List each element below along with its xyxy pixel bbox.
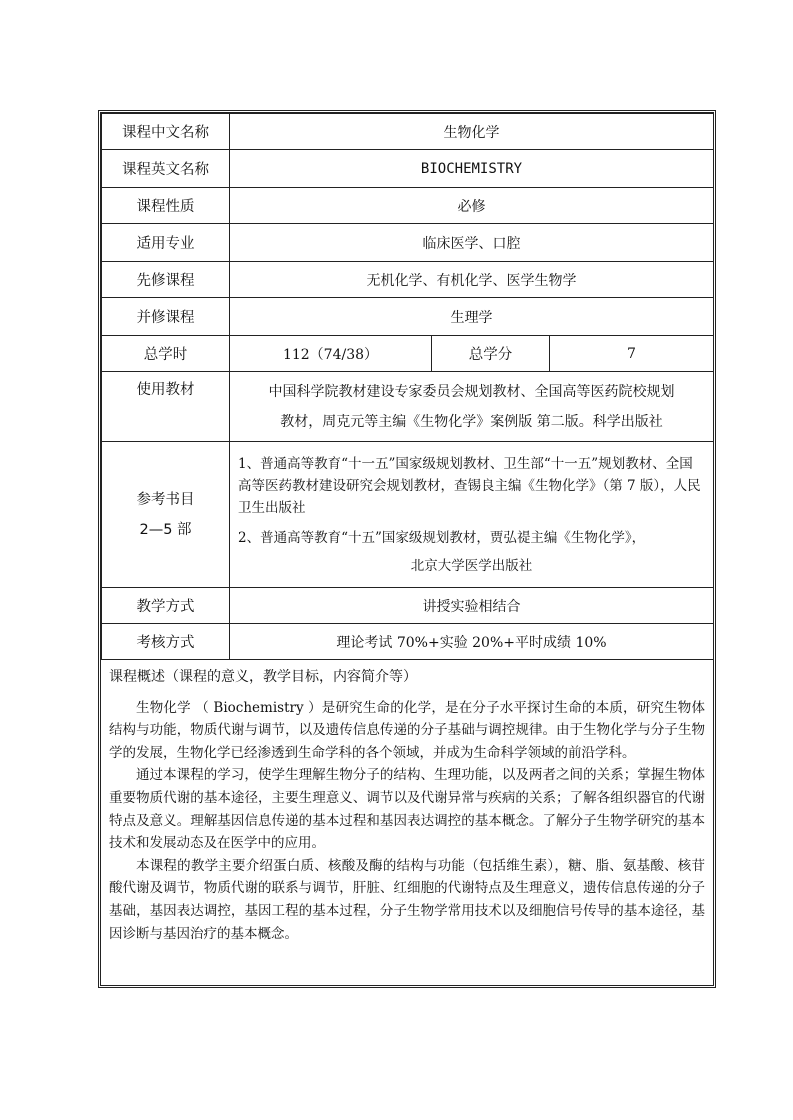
method-label: 教学方式 bbox=[102, 588, 230, 624]
refs-value bbox=[230, 442, 714, 588]
nature-value: 必修 bbox=[230, 188, 714, 224]
cn-name-label: 课程中文名称 bbox=[102, 114, 230, 150]
major-label: 适用专业 bbox=[102, 224, 230, 262]
row-prereq bbox=[102, 262, 714, 298]
row-coreq bbox=[102, 298, 714, 336]
textbook-value bbox=[230, 372, 714, 442]
course-syllabus-sheet bbox=[98, 110, 716, 988]
nature-label: 课程性质 bbox=[102, 188, 230, 224]
row-nature bbox=[102, 188, 714, 224]
refs-label-count: 2—5 部 bbox=[139, 521, 192, 538]
row-cn-name bbox=[102, 114, 714, 150]
course-overview bbox=[101, 660, 713, 945]
hours-label: 总学时 bbox=[102, 336, 230, 372]
row-en-name bbox=[102, 150, 714, 188]
refs-label-title: 参考书目 bbox=[136, 491, 195, 508]
ref-item-2: 2、普通高等教育“十五”国家级规划教材，贾弘禔主编《生物化学》， bbox=[238, 529, 646, 546]
credits-value: 7 bbox=[550, 336, 714, 372]
en-name-label: 课程英文名称 bbox=[102, 150, 230, 188]
course-info-table bbox=[101, 113, 714, 660]
row-hours bbox=[102, 336, 714, 372]
prereq-label: 先修课程 bbox=[102, 262, 230, 298]
major-value: 临床医学、口腔 bbox=[230, 224, 714, 262]
coreq-label: 并修课程 bbox=[102, 298, 230, 336]
row-method bbox=[102, 588, 714, 624]
refs-label bbox=[102, 442, 230, 588]
row-assessment bbox=[102, 624, 714, 660]
assess-value: 理论考试 70%+实验 20%+平时成绩 10% bbox=[230, 624, 714, 660]
overview-paragraph-1: 生物化学 （ Biochemistry ）是研究生命的化学，是在分子水平探讨生命的本质，研究生物体结构与功能，物质代谢与调节，以及遗传信息传递的分子基础与调控规律。由于生物化学与分子生物学的发展，生物化学已经渗透到生命学科的各个领域，并成为生命科学领域的前沿学科。 bbox=[109, 699, 705, 761]
row-textbook bbox=[102, 372, 714, 442]
cn-name-value: 生物化学 bbox=[230, 114, 714, 150]
ref-item-1: 1、普通高等教育“十一五”国家级规划教材、卫生部“十一五”规划教材、全国高等医药教材建设研究会规划教材，查锡良主编《生物化学》（第 7 版），人民卫生出版社 bbox=[238, 455, 701, 516]
textbook-label: 使用教材 bbox=[102, 372, 230, 442]
textbook-line-2: 教材，周克元等主编《生物化学》案例版 第二版。科学出版社 bbox=[280, 413, 663, 430]
row-references bbox=[102, 442, 714, 588]
assess-label: 考核方式 bbox=[102, 624, 230, 660]
row-major bbox=[102, 224, 714, 262]
credits-label: 总学分 bbox=[432, 336, 550, 372]
overview-heading: 课程概述（课程的意义，教学目标，内容简介等） bbox=[109, 669, 417, 685]
method-value: 讲授实验相结合 bbox=[230, 588, 714, 624]
ref-item-2-publisher: 北京大学医学出版社 bbox=[410, 557, 533, 574]
hours-value: 112（74/38） bbox=[230, 336, 432, 372]
overview-paragraph-2: 通过本课程的学习，使学生理解生物分子的结构、生理功能，以及两者之间的关系；掌握生物体重要物质代谢的基本途径，主要生理意义、调节以及代谢异常与疾病的关系；了解各组织器官的代谢特点及意义。理解基因信息传递的基本过程和基因表达调控的基本概念。了解分子生物学研究的基本技术和发展动态及在医学中的应用。 bbox=[109, 767, 705, 852]
coreq-value: 生理学 bbox=[230, 298, 714, 336]
en-name-value: BIOCHEMISTRY bbox=[230, 150, 714, 188]
overview-paragraph-3: 本课程的教学主要介绍蛋白质、核酸及酶的结构与功能（包括维生素），糖、脂、氨基酸、核苷酸代谢及调节，物质代谢的联系与调节，肝脏、红细胞的代谢特点及生理意义，遗传信息传递的分子基础，基因表达调控，基因工程的基本过程，分子生物学常用技术以及细胞信号传导的基本途径，基因诊断与基因治疗的基本概念。 bbox=[109, 857, 705, 942]
prereq-value: 无机化学、有机化学、医学生物学 bbox=[230, 262, 714, 298]
textbook-line-1: 中国科学院教材建设专家委员会规划教材、全国高等医药院校规划 bbox=[268, 383, 675, 400]
